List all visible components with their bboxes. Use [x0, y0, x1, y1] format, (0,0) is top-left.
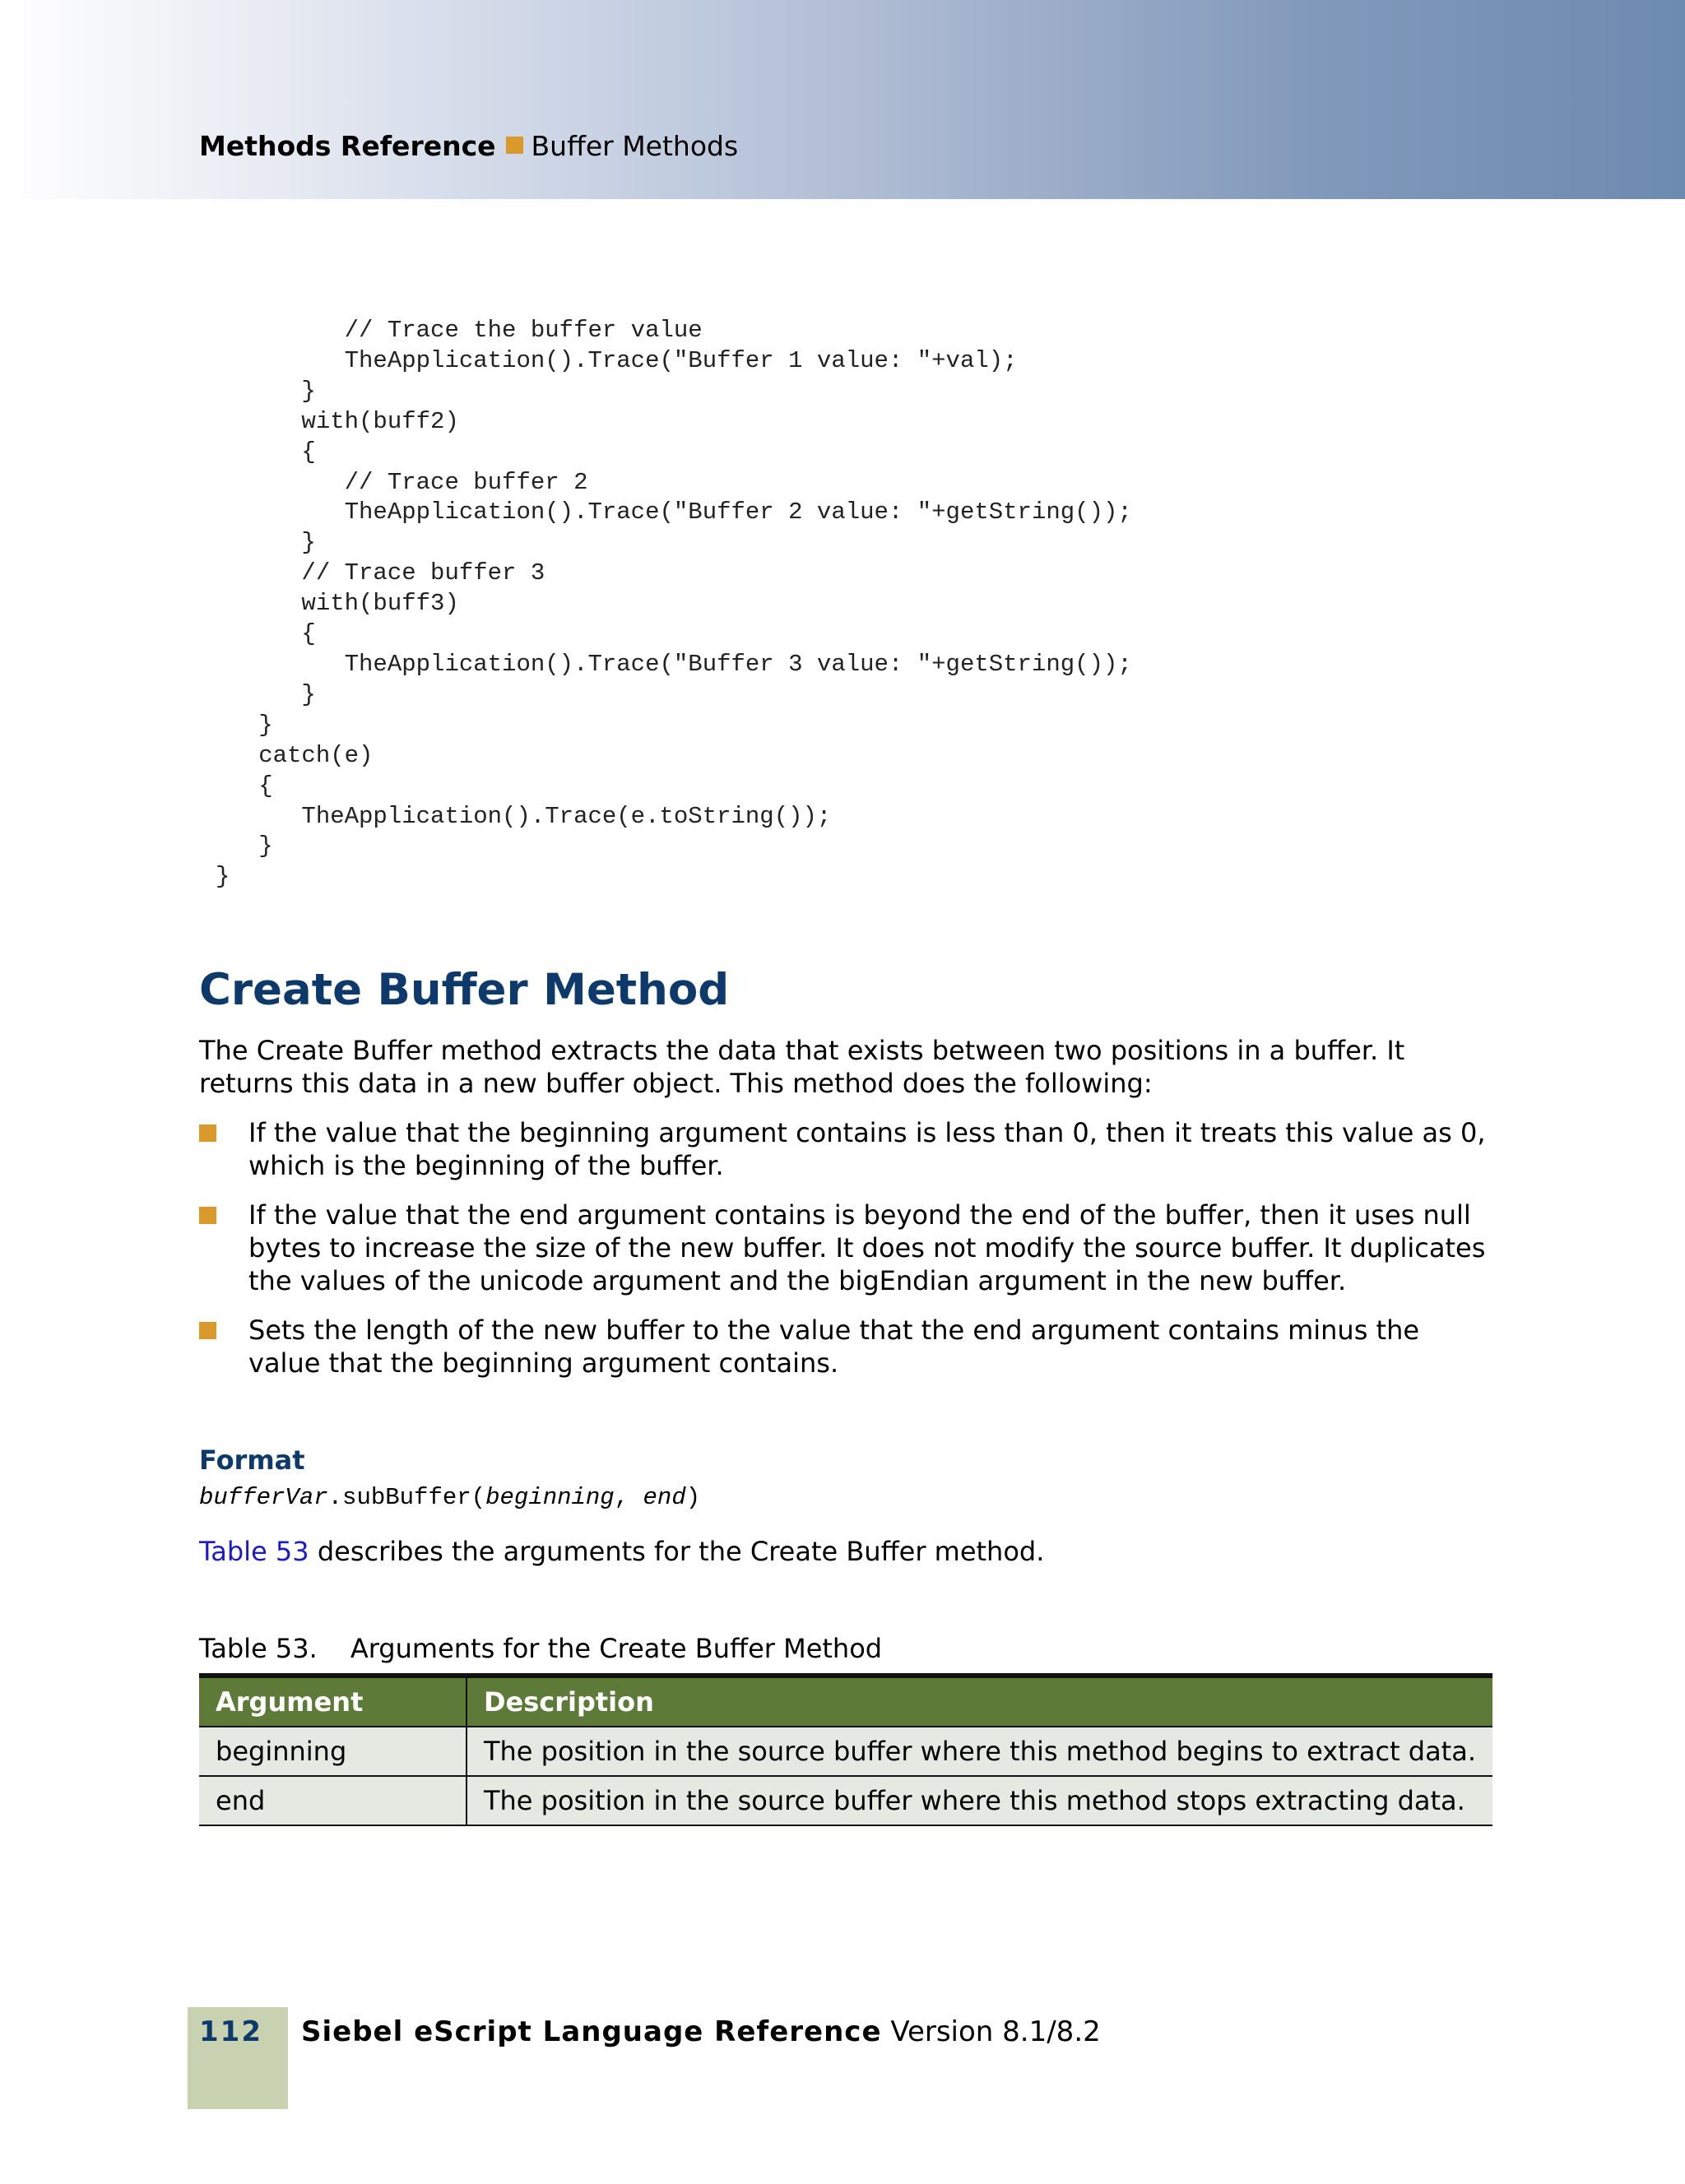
format-syntax	[199, 1482, 700, 1514]
table-cell-argument: beginning	[199, 1727, 467, 1776]
list-item	[199, 1116, 1499, 1182]
list-item-text: If the value that the beginning argument contains is less than 0, then it treats this value as 0, which is the beginning of the buffer.	[248, 1117, 1486, 1181]
code-block: // Trace the buffer value TheApplication().Trace("Buffer 1 value: "+val); } with(buff2) { // Trace buffer 2 TheApplication().Trace("Buffer 2 value: "+getString()); } // Trace buffer 3 with(buff3) { TheApplication().Trace("Buffer 3 value: "+getString()); } } catch(e) { TheApplication().Trace(e.toString()); } }	[216, 317, 1132, 891]
footer-book-title: Siebel eScript Language Reference	[301, 2015, 882, 2048]
intro-paragraph: The Create Buffer method extracts the data that exists between two positions in a buffer. It returns this data in a new buffer object. This method does the following:	[199, 1035, 1405, 1099]
table-cell-description: The position in the source buffer where this method begins to extract data.	[467, 1727, 1492, 1776]
header-subsection: Buffer Methods	[531, 130, 739, 162]
list-item	[199, 1199, 1499, 1297]
format-separator: ,	[614, 1484, 643, 1511]
arguments-table	[199, 1673, 1492, 1826]
format-arg-beginning: beginning	[485, 1484, 615, 1511]
table-caption-label: Table 53.	[199, 1633, 318, 1664]
list-item-text: If the value that the end argument contains is beyond the end of the buffer, then it uses null bytes to increase the size of the new buffer. It does not modify the source buffer. It duplicates the values of the unicode argument and the bigEndian argument in the new buffer.	[248, 1199, 1486, 1296]
format-var: bufferVar	[199, 1484, 328, 1511]
running-header	[199, 130, 738, 163]
header-separator-square	[506, 137, 523, 154]
bullet-square	[199, 1322, 216, 1339]
table-53-link[interactable]: Table 53	[199, 1536, 309, 1567]
list-item	[199, 1314, 1499, 1379]
table-cell-description: The position in the source buffer where this method stops extracting data.	[467, 1776, 1492, 1825]
column-header-argument: Argument	[199, 1676, 467, 1727]
table-reference-text: describes the arguments for the Create Buffer method.	[309, 1536, 1045, 1567]
section-title: Create Buffer Method	[199, 965, 730, 1015]
bullet-square	[199, 1124, 216, 1142]
list-item-text: Sets the length of the new buffer to the value that the end argument contains minus the value that the beginning argument contains.	[248, 1315, 1420, 1379]
bullet-list	[199, 1116, 1499, 1396]
bullet-square	[199, 1207, 216, 1224]
table-reference-paragraph	[199, 1535, 1499, 1568]
footer-title	[301, 2015, 1101, 2048]
table-cell-argument: end	[199, 1776, 467, 1825]
format-close: )	[685, 1484, 701, 1511]
format-method: .subBuffer(	[327, 1484, 486, 1511]
table-header-row	[199, 1676, 1492, 1727]
format-arg-end: end	[643, 1484, 686, 1511]
footer-version: Version 8.1/8.2	[881, 2015, 1101, 2048]
table-caption	[199, 1632, 882, 1665]
format-heading: Format	[199, 1444, 305, 1476]
table-row	[199, 1776, 1492, 1825]
page-number: 112	[199, 2015, 262, 2048]
table-caption-title: Arguments for the Create Buffer Method	[350, 1633, 883, 1664]
header-section: Methods Reference	[199, 130, 496, 162]
column-header-description: Description	[467, 1676, 1492, 1727]
table-row	[199, 1727, 1492, 1776]
header-band	[0, 0, 1685, 199]
